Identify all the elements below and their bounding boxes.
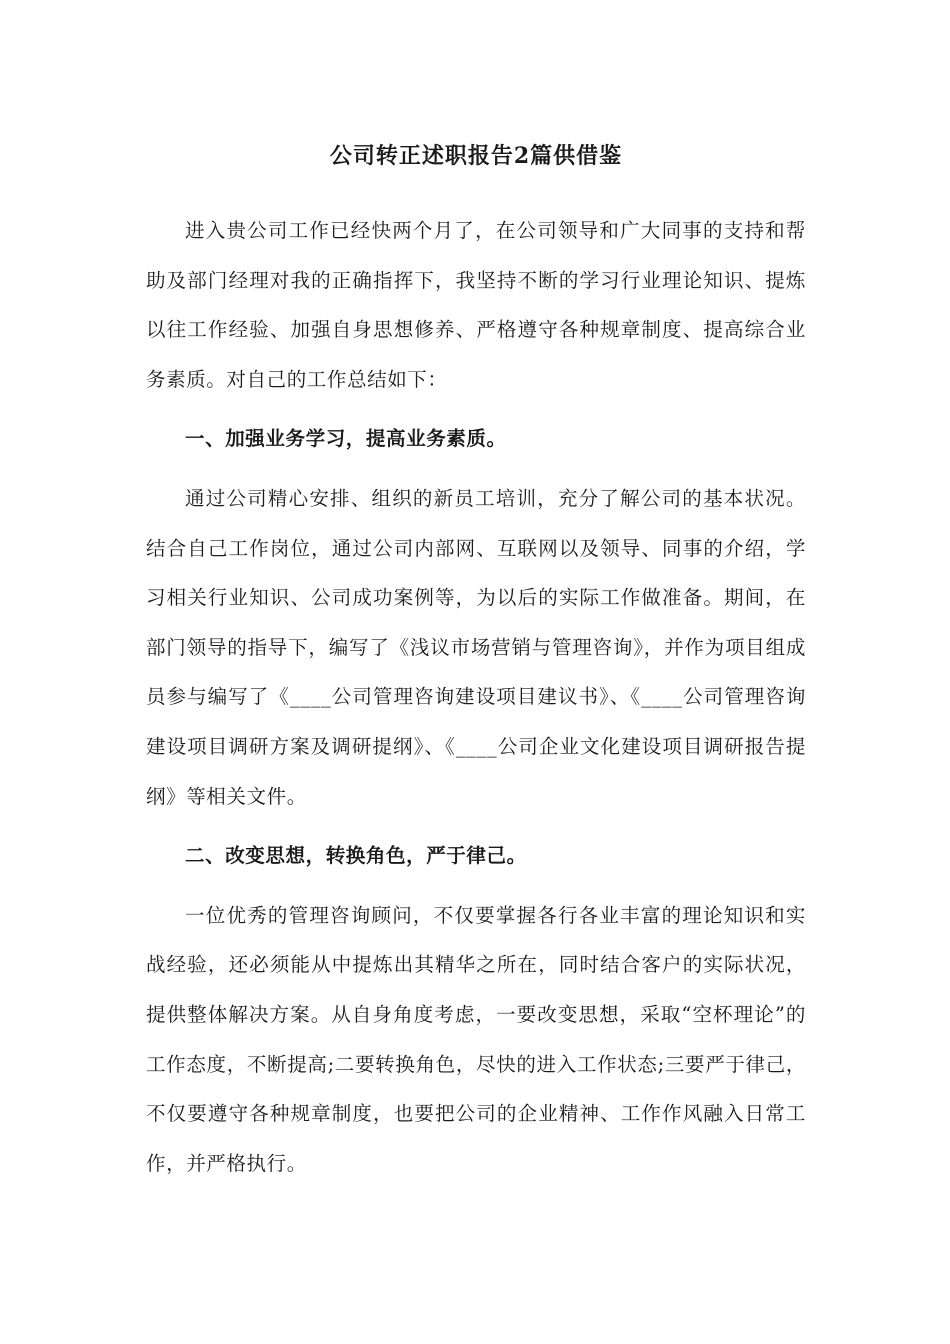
intro-paragraph: 进入贵公司工作已经快两个月了，在公司领导和广大同事的支持和帮助及部门经理对我的正确指挥下，我坚持不断的学习行业理论知识、提炼以往工作经验、加强自身思想修养、严格遵守各种规章制度、提高综合业务素质。对自己的工作总结如下：	[146, 219, 806, 391]
section-2-paragraph: 一位优秀的管理咨询顾问，不仅要掌握各行各业丰富的理论知识和实战经验，还必须能从中提炼出其精华之所在，同时结合客户的实际状况，提供整体解决方案。从自身角度考虑，一要改变思想，采取“空杯理论”的工作态度，不断提高;二要转换角色，尽快的进入工作状态;三要严于律己，不仅要遵守各种规章制度，也要把公司的企业精神、工作作风融入日常工作，并严格执行。	[146, 903, 806, 1175]
document-page	[146, 136, 806, 1188]
document-title: 公司转正述职报告2篇供借鉴	[329, 143, 623, 169]
section-2-heading: 二、改变思想，转换角色，严于律己。	[185, 844, 527, 868]
section-1-heading: 一、加强业务学习，提高业务素质。	[185, 427, 507, 451]
section-1-paragraph: 通过公司精心安排、组织的新员工培训，充分了解公司的基本状况。结合自己工作岗位，通过公司内部网、互联网以及领导、同事的介绍，学习相关行业知识、公司成功案例等，为以后的实际工作做准备。期间，在部门领导的指导下，编写了《浅议市场营销与管理咨询》，并作为项目组成员参与编写了《____公司管理咨询建设项目建议书》、《____公司管理咨询建设项目调研方案及调研提纲》、《____公司企业文化建设项目调研报告提纲》等相关文件。	[146, 486, 806, 808]
